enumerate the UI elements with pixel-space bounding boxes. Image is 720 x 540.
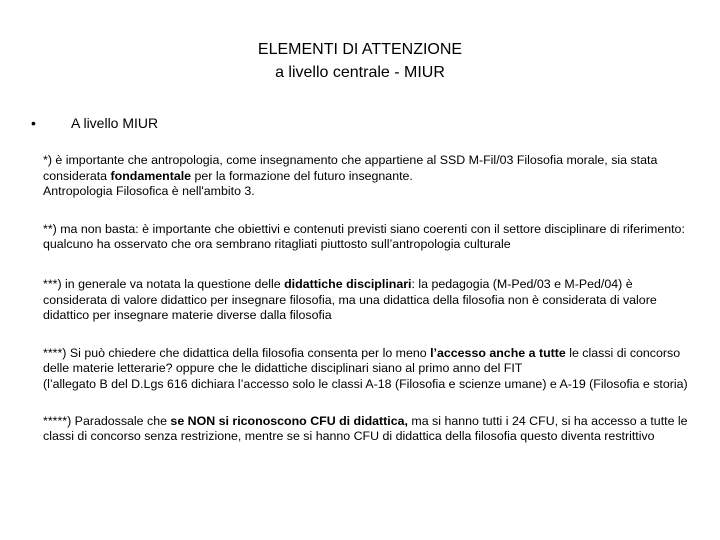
note-5-text-c: ma si hanno tutti i 24 CFU, si ha accesso a tutte le classi di concorso senza restrizione, mentre se si hanno CFU di didattica della filosofia questo diventa restrittivo: [43, 413, 688, 444]
note-3: [43, 277, 693, 324]
note-5: [43, 414, 693, 445]
note-3-text-a: ***) in generale va notata la questione delle: [43, 276, 285, 291]
note-2: **) ma non basta: è importante che obiettivi e contenuti previsti siano coerenti con il settore disciplinare di riferimento: qualcuno ha osservato che ora sembrano ritagliati piuttosto sull’antropologia culturale: [43, 221, 685, 252]
note-3-text-c: : la pedagogia (M-Ped/03 e M-Ped/04) è considerata di valore didattico per insegnare filosofia, ma una didattica della filosofia non è considerata di valore didattico per insegnare materie diverse dalla filosofia: [43, 276, 657, 323]
note-3-bold: didattiche disciplinari: [284, 276, 412, 291]
note-5-bold: se NON si riconoscono CFU di didattica,: [170, 413, 408, 428]
note-1-line-2: Antropologia Filosofica è nell'ambito 3.: [43, 184, 255, 199]
note-1-text-c: per la formazione del futuro insegnante.: [191, 168, 413, 183]
bullet-text: A livello MIUR: [71, 115, 159, 131]
note-4-text-a: ****) Si può chiedere che didattica della filosofia consenta per lo meno: [43, 345, 431, 360]
note-1-text-a: *) è importante che antropologia, come insegnamento che appartiene al SSD M-Fil/03 Filosofia morale, sia stata considerata: [43, 153, 658, 183]
note-4-line-2: (l’allegato B del D.Lgs 616 dichiara l’accesso solo le classi A-18 (Filosofia e scienze umane) e A-19 (Filosofia e storia): [43, 376, 688, 391]
title-line-1: ELEMENTI DI ATTENZIONE: [257, 41, 463, 58]
bullet-item: [31, 115, 158, 131]
slide-title: [0, 38, 720, 84]
note-5-text-a: *****) Paradossale che: [43, 413, 171, 428]
note-4: [43, 346, 693, 393]
note-1: [43, 153, 693, 200]
note-1-bold: fondamentale: [110, 168, 192, 183]
note-4-bold: l’accesso anche a tutte: [430, 345, 566, 360]
bullet-dot-icon: •: [31, 115, 36, 131]
note-4-text-c: le classi di concorso delle materie letterarie? oppure che le didattiche disciplinari siano al primo anno del FIT: [43, 345, 681, 376]
notes-block: [43, 153, 693, 445]
title-line-2: a livello centrale - MIUR: [275, 64, 445, 81]
